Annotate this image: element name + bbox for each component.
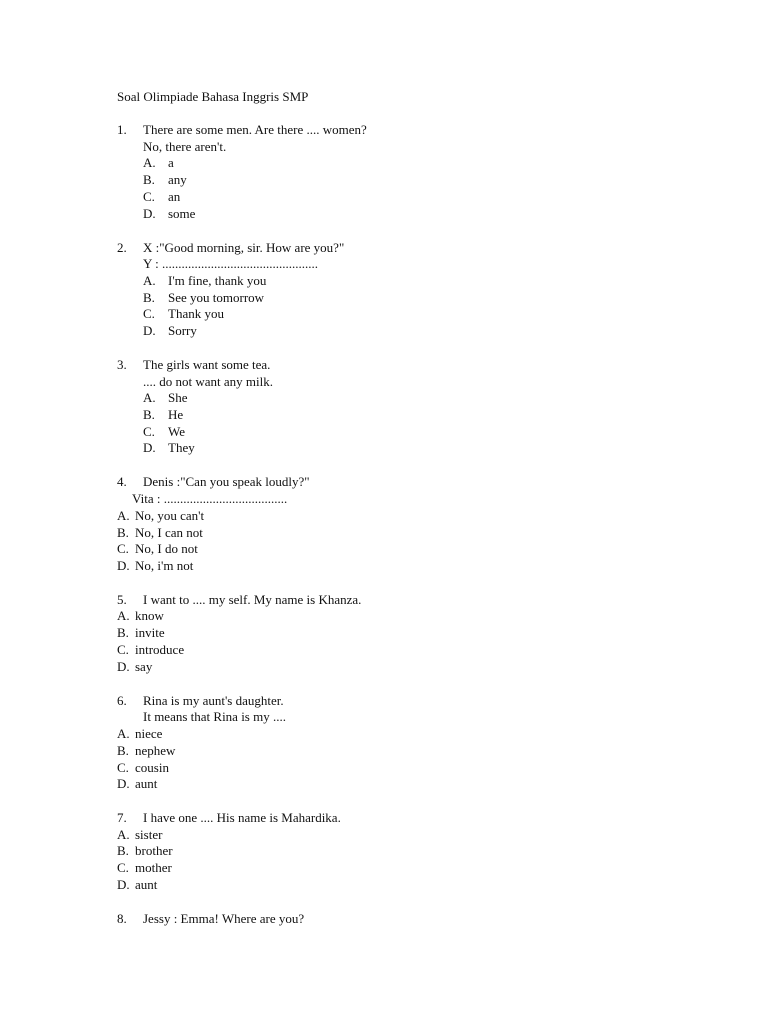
option-letter: A. <box>117 726 130 741</box>
question-text: Jessy : Emma! Where are you? <box>143 911 305 926</box>
option-text: They <box>168 440 195 455</box>
question-number: 6. <box>117 693 127 708</box>
option-letter: D. <box>117 776 130 791</box>
option-text: aunt <box>135 776 158 791</box>
question-text: Y : ................................................ <box>143 256 319 271</box>
option-text: No, you can't <box>135 508 205 523</box>
option-text: a <box>168 155 174 170</box>
question-text: The girls want some tea. <box>143 357 271 372</box>
option-letter: D. <box>143 206 156 221</box>
option-text: sister <box>135 827 163 842</box>
option-letter: B. <box>117 625 129 640</box>
option-text: No, i'm not <box>135 558 194 573</box>
option-letter: A. <box>143 390 156 405</box>
option-letter: D. <box>143 440 156 455</box>
option-text: Thank you <box>168 306 224 321</box>
option-letter: D. <box>143 323 156 338</box>
option-text: See you tomorrow <box>168 290 265 305</box>
question-number: 2. <box>117 240 127 255</box>
option-text: She <box>168 390 188 405</box>
option-letter: C. <box>117 642 129 657</box>
option-letter: D. <box>117 558 130 573</box>
option-text: any <box>168 172 187 187</box>
option-letter: A. <box>117 508 130 523</box>
question-text: .... do not want any milk. <box>143 374 273 389</box>
option-text: mother <box>135 860 172 875</box>
option-letter: C. <box>143 189 155 204</box>
question-text: I want to .... my self. My name is Khanza. <box>143 592 362 607</box>
option-letter: B. <box>117 743 129 758</box>
option-letter: A. <box>143 273 156 288</box>
option-letter: C. <box>117 860 129 875</box>
option-letter: D. <box>117 877 130 892</box>
option-letter: A. <box>117 608 130 623</box>
option-letter: D. <box>117 659 130 674</box>
question-text: Rina is my aunt's daughter. <box>143 693 284 708</box>
option-text: nephew <box>135 743 176 758</box>
document-title: Soal Olimpiade Bahasa Inggris SMP <box>117 89 309 104</box>
question-text: It means that Rina is my .... <box>143 709 286 724</box>
question-text: Vita : ...................................... <box>132 491 288 506</box>
option-letter: A. <box>117 827 130 842</box>
option-text: invite <box>135 625 165 640</box>
option-text: aunt <box>135 877 158 892</box>
question-text: Denis :"Can you speak loudly?" <box>143 474 310 489</box>
option-letter: B. <box>117 843 129 858</box>
question-number: 5. <box>117 592 127 607</box>
question-text: There are some men. Are there .... women? <box>143 122 367 137</box>
option-text: some <box>168 206 196 221</box>
question-number: 1. <box>117 122 127 137</box>
option-letter: B. <box>117 525 129 540</box>
option-letter: B. <box>143 407 155 422</box>
option-text: No, I can not <box>135 525 203 540</box>
option-text: know <box>135 608 164 623</box>
question-text: I have one .... His name is Mahardika. <box>143 810 341 825</box>
option-text: say <box>135 659 153 674</box>
option-letter: A. <box>143 155 156 170</box>
option-text: He <box>168 407 184 422</box>
question-number: 8. <box>117 911 127 926</box>
option-letter: B. <box>143 290 155 305</box>
option-letter: C. <box>143 424 155 439</box>
question-number: 7. <box>117 810 127 825</box>
option-text: cousin <box>135 760 169 775</box>
option-letter: C. <box>143 306 155 321</box>
option-text: I'm fine, thank you <box>168 273 267 288</box>
option-text: introduce <box>135 642 185 657</box>
option-text: an <box>168 189 181 204</box>
option-text: No, I do not <box>135 541 198 556</box>
option-text: brother <box>135 843 173 858</box>
question-text: No, there aren't. <box>143 139 227 154</box>
question-text: X :"Good morning, sir. How are you?" <box>143 240 345 255</box>
option-text: We <box>168 424 185 439</box>
option-text: Sorry <box>168 323 197 338</box>
option-letter: C. <box>117 541 129 556</box>
question-number: 4. <box>117 474 127 489</box>
question-number: 3. <box>117 357 127 372</box>
option-text: niece <box>135 726 163 741</box>
option-letter: C. <box>117 760 129 775</box>
option-letter: B. <box>143 172 155 187</box>
